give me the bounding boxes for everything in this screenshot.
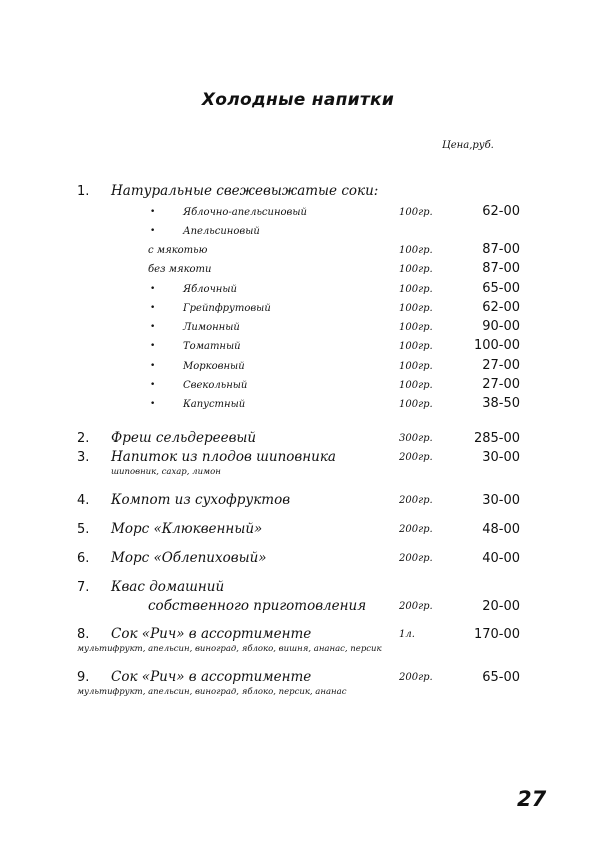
item-qty: 200гр. (399, 553, 433, 564)
juice-price: 90-00 (482, 319, 520, 334)
item-qty: 200гр. (399, 672, 433, 683)
juice-qty: 100гр. (399, 303, 433, 314)
bullet-icon: • (150, 399, 156, 409)
item-label: Сок «Рич» в ассортименте (111, 626, 312, 642)
juice-price: 62-00 (482, 204, 520, 219)
juice-name: Лимонный (183, 322, 240, 333)
juice-name: Капустный (183, 399, 246, 410)
juice-variant: с мякотью (148, 245, 208, 256)
price-column-header: Цена,руб. (442, 140, 494, 151)
item-number: 7. (77, 580, 90, 595)
juice-price: 65-00 (482, 281, 520, 296)
item-price: 20-00 (482, 599, 520, 614)
item-number: 2. (77, 431, 90, 446)
bullet-icon: • (150, 341, 156, 351)
item-label: Напиток из плодов шиповника (111, 449, 336, 465)
bullet-icon: • (150, 361, 156, 371)
item-qty: 200гр. (399, 495, 433, 506)
juice-qty: 100гр. (399, 322, 433, 333)
juice-qty: 100гр. (399, 399, 433, 410)
juice-name: Яблочно-апельсиновый (183, 207, 307, 218)
item-label: Морс «Клюквенный» (111, 521, 263, 537)
item-price: 30-00 (482, 450, 520, 465)
juice-name: Апельсиновый (183, 226, 260, 237)
item-number: 3. (77, 450, 90, 465)
juice-qty: 100гр. (399, 284, 433, 295)
item-qty: 300гр. (399, 433, 433, 444)
juice-price: 62-00 (482, 300, 520, 315)
item-price: 48-00 (482, 522, 520, 537)
item-price: 30-00 (482, 493, 520, 508)
item-number: 4. (77, 493, 90, 508)
juice-price: 87-00 (482, 261, 520, 276)
juice-qty: 100гр. (399, 380, 433, 391)
juice-name: Морковный (183, 361, 245, 372)
juice-name: Яблочный (183, 284, 237, 295)
bullet-icon: • (150, 380, 156, 390)
item-number: 6. (77, 551, 90, 566)
item-number: 1. (77, 184, 90, 199)
item-label: Сок «Рич» в ассортименте (111, 669, 312, 685)
juice-price: 27-00 (482, 377, 520, 392)
juice-name: Свекольный (183, 380, 248, 391)
item-label: Компот из сухофруктов (111, 492, 291, 508)
juice-qty: 100гр. (399, 264, 433, 275)
item-label-continued: собственного приготовления (148, 598, 367, 614)
section-label: Натуральные свежевыжатые соки: (111, 183, 379, 199)
bullet-icon: • (150, 207, 156, 217)
juice-name: Томатный (183, 341, 241, 352)
item-qty: 200гр. (399, 524, 433, 535)
item-price: 40-00 (482, 551, 520, 566)
item-note: мультифрукт, апельсин, виноград, яблоко, вишня, ананас, персик (77, 644, 382, 654)
item-note: мультифрукт, апельсин, виноград, яблоко, персик, ананас (77, 687, 347, 697)
juice-name: Грейпфрутовый (183, 303, 271, 314)
item-price: 170-00 (473, 627, 520, 642)
page-number: 27 (517, 787, 547, 811)
juice-qty: 100гр. (399, 245, 433, 256)
item-number: 5. (77, 522, 90, 537)
item-label: Квас домашний (111, 579, 225, 595)
item-qty: 200гр. (399, 601, 433, 612)
item-label: Морс «Облепиховый» (111, 550, 267, 566)
bullet-icon: • (150, 303, 156, 313)
page-title: Холодные напитки (201, 90, 395, 110)
juice-qty: 100гр. (399, 361, 433, 372)
juice-qty: 100гр. (399, 207, 433, 218)
juice-price: 27-00 (482, 358, 520, 373)
item-price: 285-00 (473, 431, 520, 446)
juice-price: 38-50 (482, 396, 520, 411)
bullet-icon: • (150, 322, 156, 332)
juice-variant: без мякоти (148, 264, 212, 275)
juice-price: 87-00 (482, 242, 520, 257)
item-price: 65-00 (482, 670, 520, 685)
juice-price: 100-00 (473, 338, 520, 353)
bullet-icon: • (150, 284, 156, 294)
item-label: Фреш сельдереевый (111, 430, 257, 446)
juice-qty: 100гр. (399, 341, 433, 352)
bullet-icon: • (150, 226, 156, 236)
item-qty: 1л. (399, 629, 415, 640)
item-number: 9. (77, 670, 90, 685)
item-number: 8. (77, 627, 90, 642)
item-note: шиповник, сахар, лимон (111, 467, 221, 477)
item-qty: 200гр. (399, 452, 433, 463)
